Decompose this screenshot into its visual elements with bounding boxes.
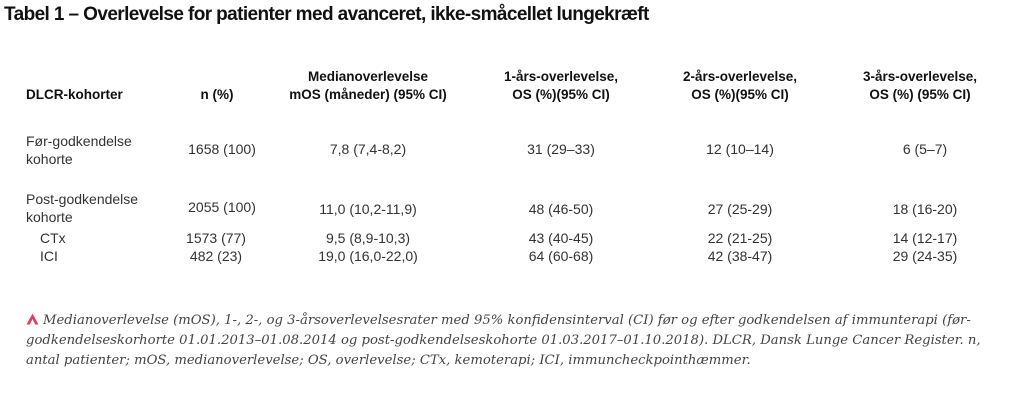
cell-mos: 7,8 (7,4-8,2): [329, 141, 407, 157]
cell-os1: 48 (46-50): [528, 201, 594, 217]
row-label-line1: Post-godkendelse: [26, 191, 139, 207]
header-os1-line1: 1-års-overlevelse,: [503, 69, 619, 84]
footnote-text: Medianoverlevelse (mOS), 1-, 2-, og 3-årsoverlevelsesrater med 95% konfidensinterval (CI) før og efter godkendelsen af immunterapi (før-godkendelseskorhorte 01.01.2013–01.08.2014 og post-godkendelseskohorte 01.03.2017–01.10.2018). DLCR, Dansk Lunge Cancer Register. n, antal patienter; mOS, medianoverlevelse; OS, overlevelse; CTx, kemoterapi; ICI, immuncheckpointhæmmer.: [26, 313, 981, 368]
table-title: Tabel 1 – Overlevelse for patienter med avanceret, ikke-småcellet lungekræft: [4, 4, 649, 25]
cell-mos: 9,5 (8,9-10,3): [325, 230, 411, 246]
cell-n: 482 (23): [189, 248, 243, 264]
header-cohort: DLCR-kohorter: [26, 87, 123, 102]
cell-os3: 14 (12-17): [892, 230, 958, 246]
header-os2-line1: 2-års-overlevelse,: [682, 69, 798, 84]
cell-os2: 42 (38-47): [707, 248, 773, 264]
cell-os3: 29 (24-35): [892, 248, 958, 264]
cell-n: 1658 (100): [188, 141, 256, 157]
row-label-line2: kohorte: [26, 209, 73, 225]
row-label-line1: Før-godkendelse: [26, 133, 132, 149]
header-os2-line2: OS (%)(95% CI): [691, 87, 789, 102]
triangle-marker-icon: [26, 313, 39, 325]
header-os3-line1: 3-års-overlevelse,: [862, 69, 978, 84]
header-os3-line2: OS (%) (95% CI): [869, 87, 971, 102]
cell-os1: 43 (40-45): [528, 230, 594, 246]
cell-os3: 6 (5–7): [902, 141, 948, 157]
cell-os2: 22 (21-25): [707, 230, 773, 246]
cell-os2: 12 (10–14): [706, 141, 774, 157]
cell-os2: 27 (25-29): [707, 201, 773, 217]
cell-n: 2055 (100): [188, 199, 256, 215]
cell-os1: 31 (29–33): [527, 141, 595, 157]
cell-mos: 11,0 (10,2-11,9): [319, 201, 417, 217]
row-label: ICI: [40, 248, 58, 264]
row-label: CTx: [40, 230, 66, 246]
row-label-line2: kohorte: [26, 151, 73, 167]
cell-mos: 19,0 (16,0-22,0): [318, 248, 418, 264]
header-n: n (%): [200, 87, 234, 102]
header-mos-line1: Medianoverlevelse: [307, 69, 429, 84]
header-mos-line2: mOS (måneder) (95% CI): [289, 87, 447, 102]
cell-os3: 18 (16-20): [892, 201, 958, 217]
cell-n: 1573 (77): [186, 230, 246, 246]
cell-os1: 64 (60-68): [528, 248, 594, 264]
footnote: [26, 311, 986, 371]
header-os1-line2: OS (%)(95% CI): [512, 87, 610, 102]
